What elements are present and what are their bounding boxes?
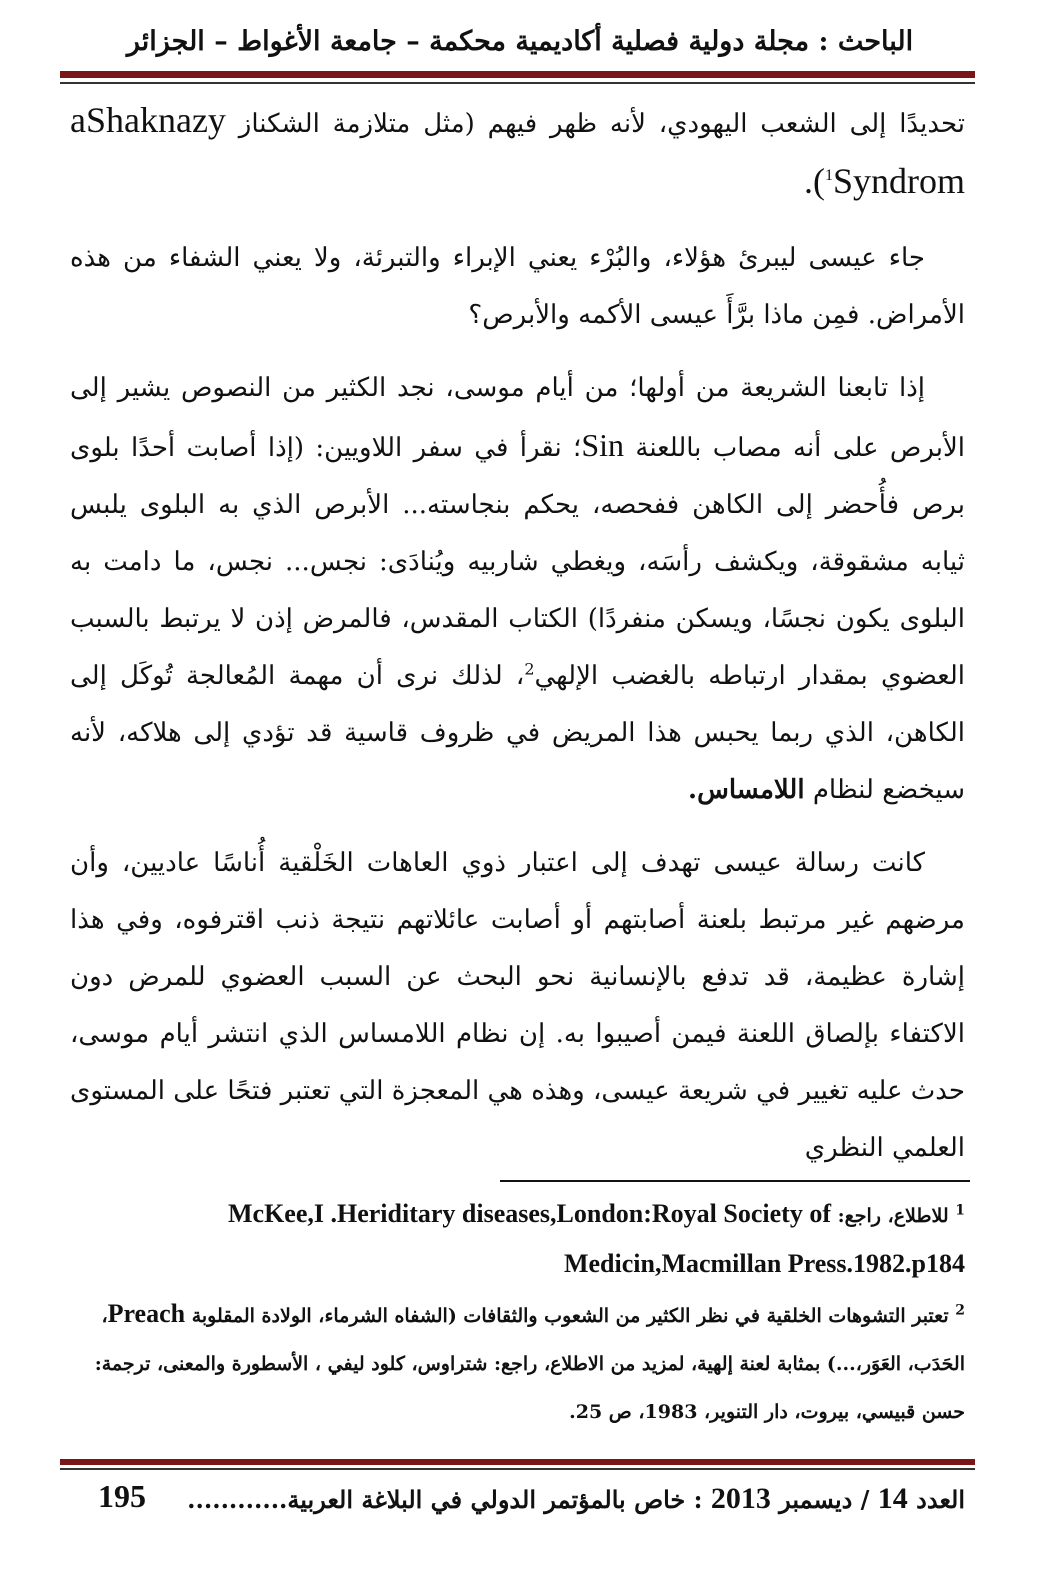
- footnote-ref-1: 1: [824, 167, 833, 184]
- footnote-separator: [500, 1180, 970, 1182]
- footer-issue-info: العدد 14 / ديسمبر 2013 : خاص بالمؤتمر الدولي في البلاغة العربية............: [187, 1482, 965, 1515]
- header-rule-thin: [60, 82, 975, 84]
- footnote-1: $^1$ للاطلاع، راجع: McKee,I .Heriditary diseases,London:Royal Society of Medicin,Macmillan Press.1982.p184: [228, 1199, 965, 1278]
- journal-header: الباحث : مجلة دولية فصلية أكاديمية محكمة – جامعة الأغواط – الجزائر: [126, 26, 914, 57]
- footnote-1-reference: McKee,I .Heriditary diseases,London:Royal Society of Medicin,Macmillan Press.1982.p184: [228, 1199, 965, 1278]
- bold-term: اللامساس.: [688, 775, 805, 805]
- footer-rule: [60, 1459, 975, 1465]
- paragraph-3: إذا تابعنا الشريعة من أولها؛ من أيام موسى، نجد الكثير من النصوص يشير إلى الأبرص على أنه مصاب باللعنة Sin؛ نقرأ في سفر اللاويين: (إذا أصابت أحدًا بلوى برص فأُحضر إلى الكاهن ففحصه، يحكم بنجاسته... الأبرص الذي به البلوى يلبس ثيابه مشقوقة، ويكشف رأسَه، ويغطي شاربيه ويُنادَى: نجس... نجس، ما دامت به البلوى يكون نجسًا، ويسكن منفردًا) الكتاب المقدس، فالمرض إذن لا يرتبط بالسبب العضوي بمقدار ارتباطه بالغضب الإلهي$^2$، لذلك نرى أن مهمة المُعالجة تُوكَل إلى الكاهن، الذي ربما يحبس هذا المريض في ظروف قاسية قد تؤدي إلى هلاكه، لأنه سيخضع لنظام اللامساس.: [70, 373, 965, 805]
- paragraph-2: جاء عيسى ليبرئ هؤلاء، والبُرْء يعني الإبراء والتبرئة، ولا يعني الشفاء من هذه الأمراض. فمِن ماذا برَّأَ عيسى الأكمه والأبرص؟: [70, 243, 965, 330]
- latin-term-sin: Sin: [581, 427, 625, 463]
- footnote-2-latin: Preach: [107, 1299, 186, 1328]
- article-body: [70, 92, 965, 1177]
- paragraph-4: كانت رسالة عيسى تهدف إلى اعتبار ذوي العاهات الخَلْقية أُناسًا عاديين، وأن مرضهم غير مرتبط بلعنة أصابتهم أو أصابت عائلاتهم نتيجة ذنب اقترفوه، وفي هذا إشارة عظيمة، قد تدفع بالإنسانية نحو البحث عن السبب العضوي للمرض دون الاكتفاء بإلصاق اللعنة فيمن أصيبوا به. إن نظام اللامساس الذي انتشر أيام موسى، حدث عليه تغيير في شريعة عيسى، وهذه هي المعجزة التي تعتبر فتحًا على المستوى العلمي النظري: [70, 848, 965, 1163]
- header-rule: [60, 71, 975, 78]
- footer-rule-thin: [60, 1468, 975, 1470]
- page-footer: [70, 1474, 965, 1524]
- latin-term-ashaknazy: aShaknazy: [70, 100, 226, 140]
- footnotes: [70, 1190, 965, 1436]
- page-number: 195: [98, 1478, 146, 1514]
- latin-term-syndrom: $^1$Syndrom: [824, 161, 965, 201]
- footnote-ref-2: 2: [524, 659, 535, 679]
- paragraph-1: تحديدًا إلى الشعب اليهودي، لأنه ظهر فيهم (مثل متلازمة الشكناز aShaknazy $^1$Syndrom).: [70, 100, 965, 201]
- footnote-2: $^2$ تعتبر التشوهات الخلقية في نظر الكثير من الشعوب والثقافات (الشفاه الشرماء، الولادة المقلوبة Preach، الحَدَب، العَوَر،...) بمثابة لعنة إلهية، لمزيد من الاطلاع، راجع: شتراوس، كلود ليفي ، الأسطورة والمعنى، ترجمة: حسن قبيسي، بيروت، دار التنوير، 1983، ص 25.: [94, 1299, 965, 1423]
